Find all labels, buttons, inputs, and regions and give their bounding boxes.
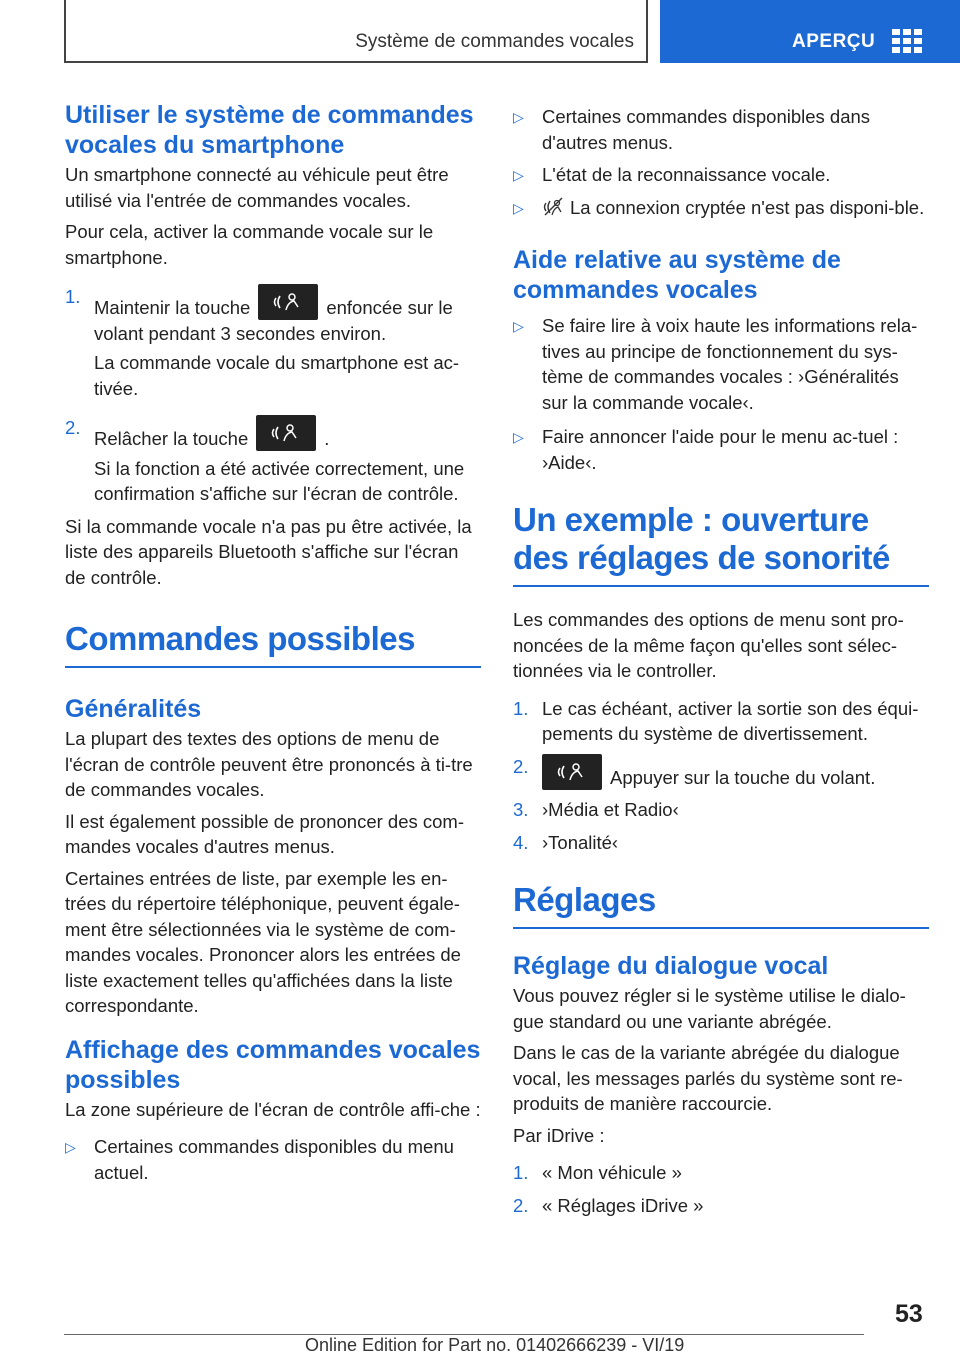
step-number: 2. xyxy=(513,1194,529,1216)
grid-icon xyxy=(892,29,922,53)
list-item xyxy=(513,1193,929,1219)
heading-exemple: Un exemple : ouverture des réglages de sonorité xyxy=(513,501,929,587)
list-item xyxy=(513,754,929,791)
heading-smartphone: Utiliser le système de commandes vocales du smartphone xyxy=(65,101,474,159)
bullet-text: Faire annoncer l'aide pour le menu ac-tuel : ›Aide‹. xyxy=(542,426,899,473)
bullet-text: La connexion cryptée n'est pas disponi-ble. xyxy=(570,196,925,218)
heading-aide: Aide relative au système de commandes vocales xyxy=(513,246,841,304)
step-text: Maintenir la touche xyxy=(94,297,251,318)
voice-button-icon xyxy=(542,754,602,790)
paragraph: Dans le cas de la variante abrégée du dialogue vocal, les messages parlés du système sont re-produits de manière raccourcie. xyxy=(513,1042,903,1114)
heading-generalites: Généralités xyxy=(65,695,202,723)
paragraph: Par iDrive : xyxy=(513,1124,605,1146)
list-item xyxy=(513,830,929,856)
list-item xyxy=(65,284,481,401)
right-column xyxy=(513,104,929,1225)
step-text: enfoncée sur le volant pendant 3 secondes environ. xyxy=(94,297,453,344)
bullet-item xyxy=(513,313,929,415)
paragraph: Certaines entrées de liste, par exemple les en-trées du répertoire téléphonique, peuvent égale-ment être sélectionnées via le système de com-mandes vocales. Prononcer alors les entrées de liste exactement telles qu'affichées dans la liste correspondante. xyxy=(65,867,461,1016)
paragraph: Pour cela, activer la commande vocale sur le smartphone. xyxy=(65,221,434,268)
header-title-box xyxy=(64,0,648,63)
step-subtext: La commande vocale du smartphone est ac-tivée. xyxy=(94,352,460,399)
triangle-bullet-icon: ▷ xyxy=(513,318,524,334)
heading-commandes-possibles: Commandes possibles xyxy=(65,620,481,668)
header-overview-button[interactable] xyxy=(660,0,960,63)
step-text: Le cas échéant, activer la sortie son des équi-pements du système de divertissement. xyxy=(542,697,919,744)
page-number: 53 xyxy=(895,1300,923,1328)
voice-button-icon xyxy=(258,284,318,320)
edition-text: Online Edition for Part no. 01402666239 - VI/19 xyxy=(305,1335,685,1355)
triangle-bullet-icon: ▷ xyxy=(65,1139,76,1155)
heading-dialogue: Réglage du dialogue vocal xyxy=(513,952,829,980)
paragraph: Si la commande vocale n'a pas pu être activée, la liste des appareils Bluetooth s'affiche sur l'écran de contrôle. xyxy=(65,515,472,588)
paragraph: La zone supérieure de l'écran de contrôle affi-che : xyxy=(65,1098,481,1120)
bullet-item xyxy=(513,424,929,475)
bullet-item xyxy=(513,104,929,155)
header-title: Système de commandes vocales xyxy=(355,31,634,52)
step-text: « Réglages iDrive » xyxy=(542,1194,704,1216)
paragraph: La plupart des textes des options de menu de l'écran de contrôle peuvent être prononcés à ti-tre de commandes vocales. xyxy=(65,728,473,800)
triangle-bullet-icon: ▷ xyxy=(513,199,524,216)
step-number: 1. xyxy=(513,697,529,719)
bullet-text: Certaines commandes disponibles dans d'autres menus. xyxy=(542,106,871,153)
bullet-item xyxy=(65,1134,481,1185)
paragraph: Les commandes des options de menu sont pro-noncées de la même façon qu'elles sont sélec-tionnées via le controller. xyxy=(513,609,904,681)
bullet-text: Certaines commandes disponibles du menu actuel. xyxy=(94,1136,454,1183)
step-text: Relâcher la touche xyxy=(94,428,249,449)
header-overview-label: APERÇU xyxy=(792,31,876,52)
step-text: ›Tonalité‹ xyxy=(542,831,619,853)
bullet-item xyxy=(513,162,929,188)
step-number: 2. xyxy=(513,755,529,777)
bullet-item xyxy=(513,195,929,224)
paragraph: Un smartphone connecté au véhicule peut être utilisé via l'entrée de commandes vocales. xyxy=(65,164,449,211)
step-text: ›Média et Radio‹ xyxy=(542,799,679,820)
step-number: 2. xyxy=(65,417,81,438)
paragraph: Vous pouvez régler si le système utilise le dialo-gue standard ou une variante abrégée. xyxy=(513,985,906,1032)
step-number: 1. xyxy=(65,286,81,307)
step-number: 4. xyxy=(513,831,529,853)
step-text: . xyxy=(324,428,330,449)
step-subtext: Si la fonction a été activée correctement, une confirmation s'affiche sur l'écran de contrôle. xyxy=(94,457,465,504)
triangle-bullet-icon: ▷ xyxy=(513,167,524,183)
step-number: 1. xyxy=(513,1162,529,1183)
step-text: Appuyer sur la touche du volant. xyxy=(610,766,876,788)
bullet-text: Se faire lire à voix haute les informations rela-tives au principe de fonctionnement du sys-tème de commandes vocales : ›Généralités sur la commande vocale‹. xyxy=(542,315,918,413)
heading-reglages: Réglages xyxy=(513,881,929,929)
paragraph: Il est également possible de prononcer des com-mandes vocales d'autres menus. xyxy=(65,810,464,857)
voice-button-icon xyxy=(256,415,316,451)
step-number: 3. xyxy=(513,799,529,820)
triangle-bullet-icon: ▷ xyxy=(513,429,524,445)
left-column xyxy=(65,100,481,1192)
list-item xyxy=(513,1160,929,1186)
encryption-off-icon xyxy=(542,197,564,224)
step-text: « Mon véhicule » xyxy=(542,1162,682,1183)
list-item xyxy=(513,797,929,823)
list-item xyxy=(513,696,929,747)
triangle-bullet-icon: ▷ xyxy=(513,109,524,125)
heading-affichage: Affichage des commandes vocales possibles xyxy=(65,1035,481,1094)
bullet-text: L'état de la reconnaissance vocale. xyxy=(542,164,831,185)
list-item xyxy=(65,415,481,507)
